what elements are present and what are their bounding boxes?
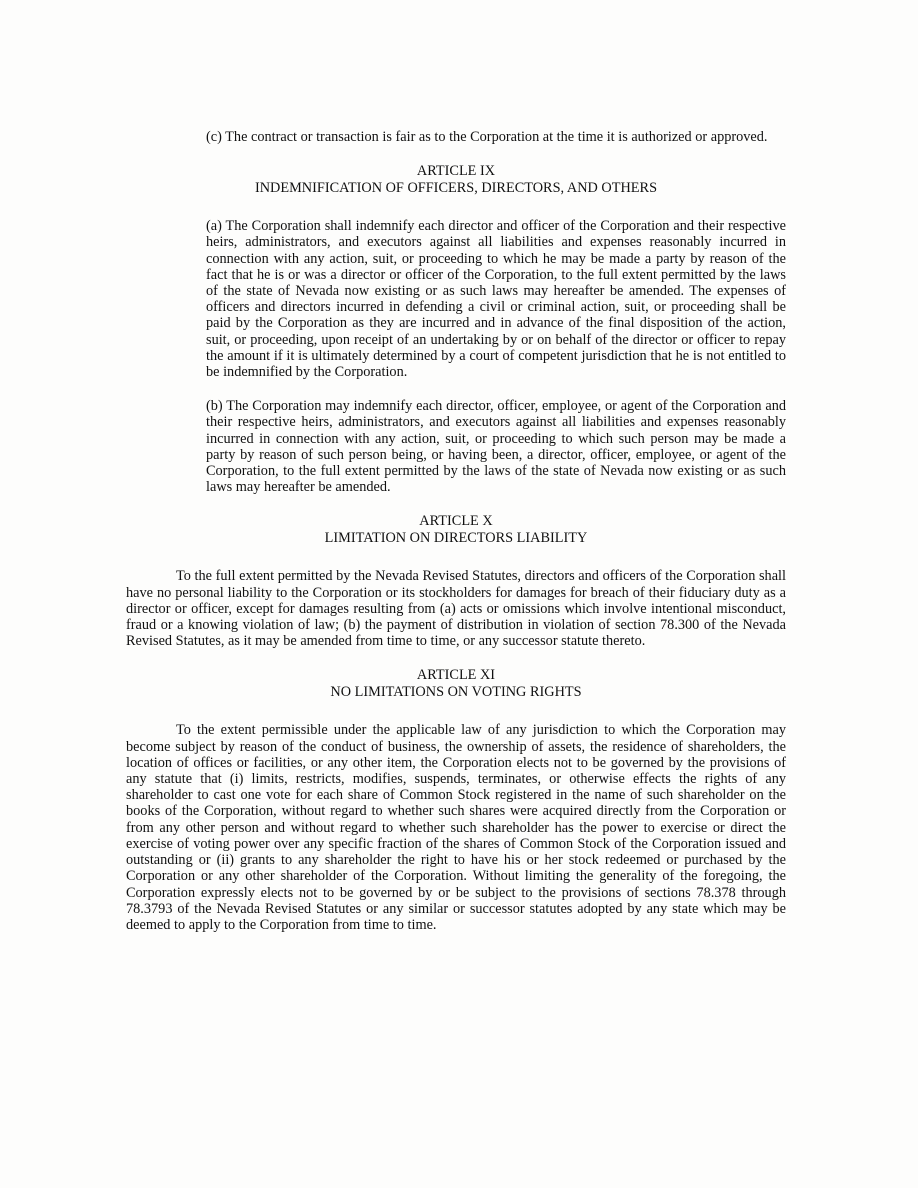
article-x-body: To the full extent permitted by the Nevada Revised Statutes, directors and officers of the Corporation shall have no personal liability to the Corporation or its stockholders for damages for breach of their fiduciary duty as a director or officer, except for damages resulting from (a) acts or omissions which involve intentional misconduct, fraud or a knowing violation of law; (b) the payment of distribution in violation of section 78.300 of the Nevada Revised Statutes, as it may be amended from time to time, or any successor statute thereto. bbox=[126, 568, 786, 650]
paragraph-c-contract-fairness: (c) The contract or transaction is fair as to the Corporation at the time it is authorized or approved. bbox=[206, 129, 768, 145]
article-xi-heading bbox=[126, 667, 786, 700]
article-ix-paragraph-a: (a) The Corporation shall indemnify each director and officer of the Corporation and their respective heirs, administrators, and executors against all liabilities and expenses reasonably incurred in connection with any action, suit, or proceeding to which he may be made a party by reason of the fact that he is or was a director or officer of the Corporation, to the full extent permitted by the laws of the state of Nevada now existing or as such laws may hereafter be amended. The expenses of officers and directors incurred in defending a civil or criminal action, suit, or proceeding shall be paid by the Corporation as they are incurred and in advance of the final disposition of the action, suit, or proceeding, upon receipt of an undertaking by or on behalf of the director or officer to repay the amount if it is ultimately determined by a court of competent jurisdiction that he is not entitled to be indemnified by the Corporation. bbox=[206, 218, 786, 381]
document-body bbox=[126, 129, 786, 933]
article-x-heading bbox=[126, 513, 786, 546]
article-ix-paragraph-b: (b) The Corporation may indemnify each director, officer, employee, or agent of the Corporation and their respective heirs, administrators, and executors against all liabilities and expenses reasonably incurred in connection with any action, suit, or proceeding to which such person may be made a party by reason of such person being, or having been, a director, officer, employee, or agent of the Corporation, to the full extent permitted by the laws of the state of Nevada now existing or as such laws may hereafter be amended. bbox=[206, 398, 786, 496]
article-xi-title: NO LIMITATIONS ON VOTING RIGHTS bbox=[330, 683, 582, 700]
article-xi-body: To the extent permissible under the applicable law of any jurisdiction to which the Corporation may become subject by reason of the conduct of business, the ownership of assets, the residence of shareholders, the location of offices or facilities, or any other item, the Corporation elects not to be governed by the provisions of any statute that (i) limits, restricts, modifies, suspends, terminates, or otherwise effects the rights of any shareholder to cast one vote for each share of Common Stock registered in the name of such shareholder on the books of the Corporation, without regard to whether such shares were acquired directly from the Corporation or from any other person and without regard to whether such shareholder has the power to exercise or direct the exercise of voting power over any specific fraction of the shares of Common Stock of the Corporation issued and outstanding or (ii) grants to any shareholder the right to have his or her stock redeemed or purchased by the Corporation or any other shareholder of the Corporation. Without limiting the generality of the foregoing, the Corporation expressly elects not to be governed by or be subject to the provisions of sections 78.378 through 78.3793 of the Nevada Revised Statutes or any similar or successor statutes adopted by any state which may be deemed to apply to the Corporation from time to time. bbox=[126, 722, 786, 933]
article-xi-number: ARTICLE XI bbox=[416, 667, 496, 684]
article-x-title: LIMITATION ON DIRECTORS LIABILITY bbox=[324, 529, 588, 546]
article-x-number: ARTICLE X bbox=[419, 513, 493, 530]
article-ix-heading bbox=[126, 163, 786, 196]
article-ix-title: INDEMNIFICATION OF OFFICERS, DIRECTORS, AND OTHERS bbox=[254, 179, 658, 196]
article-ix-number: ARTICLE IX bbox=[416, 163, 496, 180]
